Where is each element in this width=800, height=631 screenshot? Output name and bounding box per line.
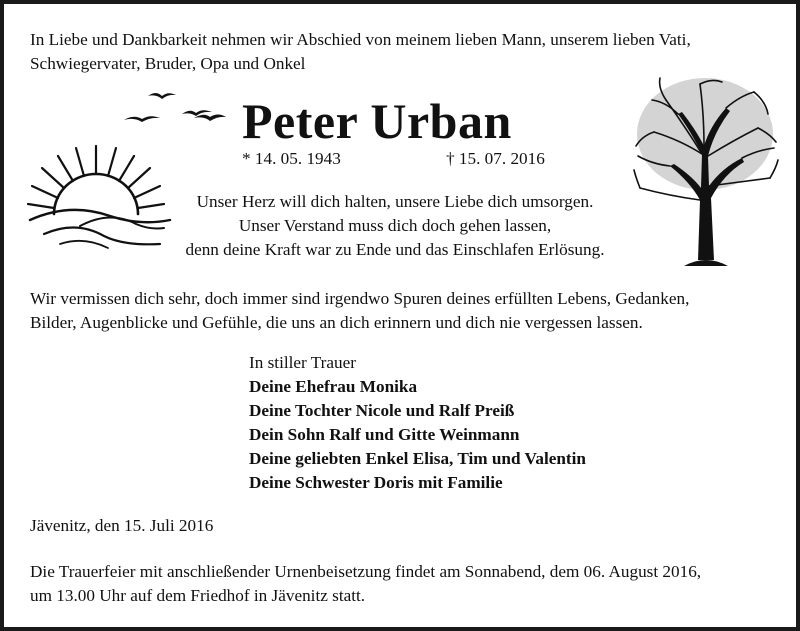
funeral-info-line-2: um 13.00 Uhr auf dem Friedhof in Jävenitz statt. <box>30 586 366 605</box>
intro-line-1: In Liebe und Dankbarkeit nehmen wir Abschied von meinem lieben Mann, unserem lieben Vati, <box>30 30 691 49</box>
poem-line-1: Unser Herz will dich halten, unsere Liebe dich umsorgen. <box>196 192 594 211</box>
poem-line-3: denn deine Kraft war zu Ende und das Einschlafen Erlösung. <box>185 240 605 259</box>
deceased-name: Peter Urban <box>242 93 512 149</box>
tree-icon <box>630 70 780 268</box>
birth-date: * 14. 05. 1943 <box>242 149 341 168</box>
funeral-info-line-1: Die Trauerfeier mit anschließender Urnenbeisetzung findet am Sonnabend, dem 06. August 2016, <box>30 562 702 581</box>
remembrance-line-1: Wir vermissen dich sehr, doch immer sind irgendwo Spuren deines erfüllten Lebens, Gedanken, <box>30 289 690 308</box>
intro-line-2: Schwiegervater, Bruder, Opa und Onkel <box>30 54 306 73</box>
place-date: Jävenitz, den 15. Juli 2016 <box>30 516 214 535</box>
death-date: † 15. 07. 2016 <box>446 149 545 168</box>
mourner-item: Deine Schwester Doris mit Familie <box>249 473 503 492</box>
mourner-item: Deine Tochter Nicole und Ralf Preiß <box>249 401 515 420</box>
mourner-item: Deine Ehefrau Monika <box>249 377 418 396</box>
mourner-item: Dein Sohn Ralf und Gitte Weinmann <box>249 425 520 444</box>
birds-icon <box>122 88 232 138</box>
mourning-heading: In stiller Trauer <box>249 353 356 372</box>
mourner-item: Deine geliebten Enkel Elisa, Tim und Valentin <box>249 449 586 468</box>
poem-line-2: Unser Verstand muss dich doch gehen lassen, <box>238 216 552 235</box>
remembrance-line-2: Bilder, Augenblicke und Gefühle, die uns an dich erinnern und dich nie vergessen lassen. <box>30 313 643 332</box>
